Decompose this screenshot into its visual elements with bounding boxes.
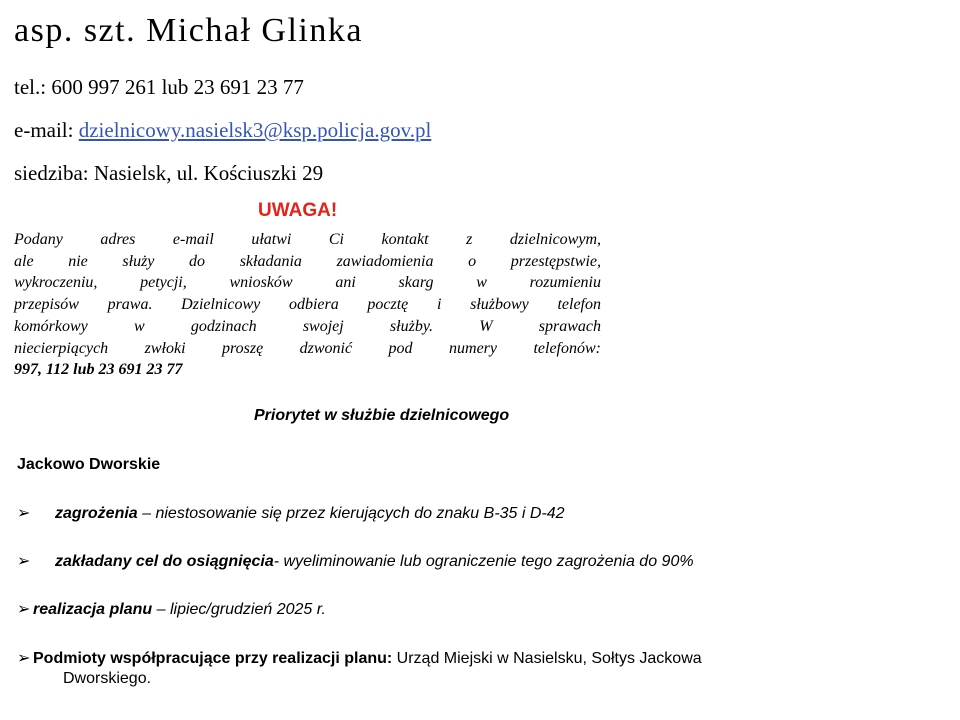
- arrow-bullet-icon: ➢: [17, 599, 31, 618]
- notice-line: wykroczeniu, petycji, wniosków ani skarg w rozumieniu: [14, 274, 601, 292]
- priority-item-schedule: [17, 599, 326, 619]
- email-label: e-mail: [14, 118, 68, 142]
- priority-item-partners: [17, 648, 702, 687]
- notice-line: komórkowy w godzinach swojej służby. W sprawach: [14, 317, 601, 335]
- arrow-bullet-icon: ➢: [17, 648, 31, 667]
- notice-title: UWAGA!: [258, 200, 338, 221]
- item-text: Urząd Miejski w Nasielsku, Sołtys Jackowa: [392, 650, 702, 667]
- item-text: – lipiec/grudzień 2025 r.: [152, 601, 326, 618]
- item-text-continued: Dworskiego.: [63, 670, 152, 687]
- office-address: siedziba: Nasielsk, ul. Kościuszki 29: [14, 161, 324, 185]
- item-label: zagrożenia: [55, 505, 138, 522]
- priority-item-threats: [17, 503, 565, 523]
- notice-line: niecierpiących zwłoki proszę dzwonić pod numery telefonów:: [14, 339, 601, 357]
- item-label: Podmioty współpracujące przy realizacji planu:: [33, 650, 393, 667]
- notice-line: ale nie służy do składania zawiadomienia o przestępstwie,: [14, 252, 601, 270]
- arrow-bullet-icon: ➢: [17, 551, 31, 570]
- officer-name: asp. szt. Michał Glinka: [14, 12, 363, 49]
- item-label: realizacja planu: [33, 601, 153, 618]
- item-label: zakładany cel do osiągnięcia: [55, 553, 274, 570]
- priority-title: Priorytet w służbie dzielnicowego: [254, 407, 510, 424]
- notice-line: przepisów prawa. Dzielnicowy odbiera pocztę i służbowy telefon: [14, 296, 601, 314]
- email-line: e-mail: dzielnicowy.nasielsk3@ksp.policja.gov.pl: [14, 118, 432, 142]
- area-name: Jackowo Dworskie: [17, 456, 161, 473]
- item-text: - wyeliminowanie lub ograniczenie tego zagrożenia do 90%: [273, 553, 694, 570]
- arrow-bullet-icon: ➢: [17, 503, 31, 522]
- email-link[interactable]: dzielnicowy.nasielsk3@ksp.policja.gov.pl: [78, 118, 432, 142]
- emergency-numbers: 997, 112 lub 23 691 23 77: [14, 361, 183, 379]
- notice-text: [14, 229, 601, 381]
- priority-item-goal: [17, 551, 694, 571]
- item-text: – niestosowanie się przez kierujących do znaku B-35 i D-42: [137, 505, 565, 522]
- phone-line: tel.: 600 997 261 lub 23 691 23 77: [14, 75, 304, 99]
- notice-line: Podany adres e-mail ułatwi Ci kontakt z dzielnicowym,: [14, 231, 601, 248]
